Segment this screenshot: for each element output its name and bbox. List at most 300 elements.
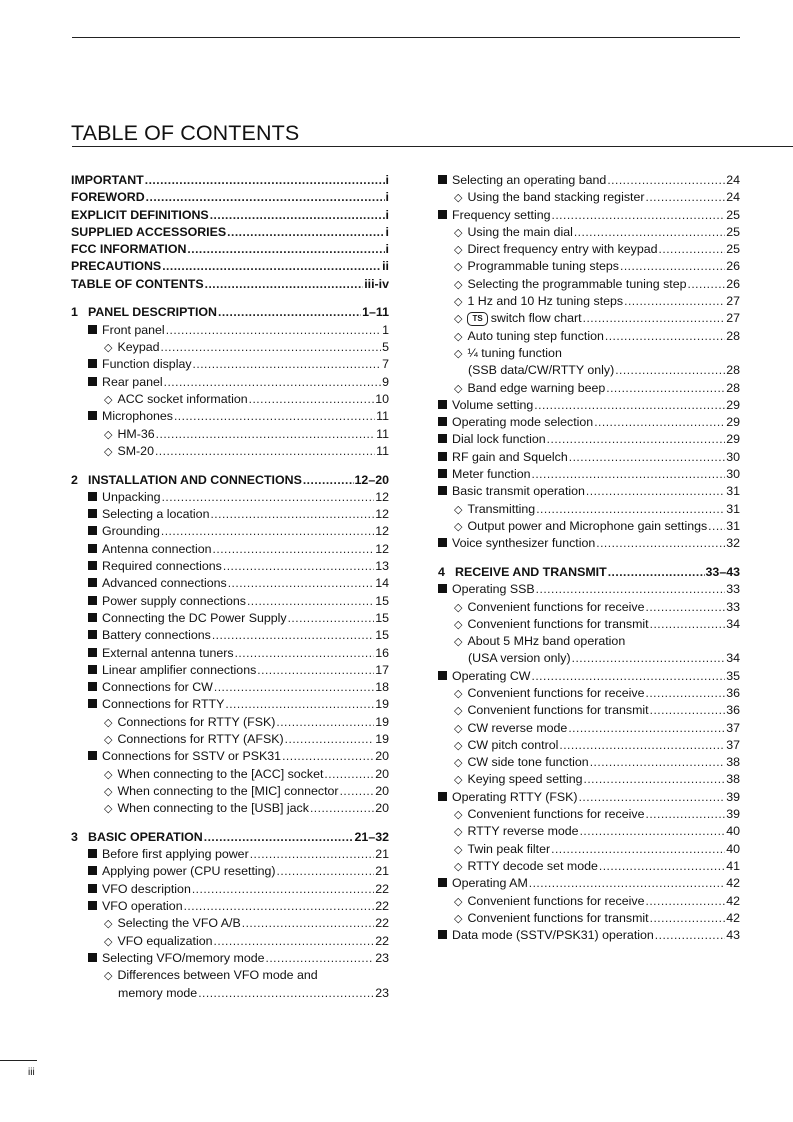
- filled-square-icon: [438, 584, 447, 593]
- toc-entry[interactable]: [438, 858, 740, 875]
- dot-leader: [547, 431, 726, 448]
- open-diamond-icon: ◇: [104, 733, 113, 746]
- toc-entry[interactable]: [438, 581, 740, 598]
- toc-page-number: 34: [726, 616, 740, 631]
- toc-page-number: 20: [375, 766, 389, 781]
- toc-page-number: 38: [726, 772, 740, 787]
- dot-leader: [247, 593, 374, 610]
- toc-page-number: 14: [375, 576, 389, 591]
- toc-page-number: 24: [726, 173, 740, 187]
- dot-leader: [161, 339, 382, 356]
- open-diamond-icon: ◇: [454, 705, 463, 718]
- dot-leader: [584, 771, 726, 788]
- toc-entry-label: (USA version only): [468, 651, 571, 666]
- filled-square-icon: [88, 648, 97, 657]
- dot-leader: [162, 258, 381, 275]
- open-diamond-icon: ◇: [454, 843, 463, 856]
- open-diamond-icon: ◇: [454, 244, 463, 257]
- toc-section-heading[interactable]: [71, 472, 389, 489]
- toc-section-heading[interactable]: [438, 564, 740, 581]
- toc-entry-label: Convenient functions for transmit: [467, 616, 649, 631]
- toc-entry[interactable]: [438, 276, 740, 293]
- toc-page-number: 28: [726, 363, 740, 378]
- toc-entry[interactable]: [71, 967, 389, 984]
- toc-entry[interactable]: [71, 915, 389, 932]
- open-diamond-icon: ◇: [104, 935, 113, 948]
- toc-entry-label: Differences between VFO mode and: [117, 968, 318, 983]
- toc-entry-label: Unpacking: [102, 489, 161, 504]
- toc-page-number: 27: [726, 294, 740, 309]
- dot-leader: [276, 714, 374, 731]
- toc-entry[interactable]: [438, 328, 740, 345]
- toc-entry-label: ACC socket information: [117, 391, 248, 406]
- page-number: iii: [28, 1067, 35, 1078]
- open-diamond-icon: ◇: [454, 688, 463, 700]
- toc-section-heading[interactable]: [71, 829, 389, 846]
- filled-square-icon: [88, 561, 97, 570]
- toc-page-number: iii-iv: [364, 276, 389, 291]
- toc-entry[interactable]: [438, 754, 740, 771]
- toc-entry[interactable]: [71, 863, 389, 880]
- toc-entry[interactable]: [438, 927, 740, 944]
- toc-entry[interactable]: [438, 893, 740, 910]
- toc-entry-label: Operating SSB: [452, 582, 535, 597]
- toc-entry[interactable]: [71, 391, 389, 408]
- toc-entry-label: Basic transmit operation: [452, 484, 585, 499]
- toc-entry[interactable]: [438, 650, 740, 667]
- toc-page-number: 20: [375, 801, 389, 816]
- dot-leader: [164, 374, 381, 391]
- toc-page-number: i: [385, 190, 389, 205]
- filled-square-icon: [438, 671, 447, 680]
- dot-leader: [324, 766, 374, 783]
- toc-entry[interactable]: [71, 679, 389, 696]
- dot-leader: [708, 518, 725, 535]
- toc-page-number: 22: [375, 916, 389, 931]
- dot-leader: [303, 472, 354, 489]
- dot-leader: [145, 172, 385, 189]
- open-diamond-icon: ◇: [104, 393, 113, 406]
- dot-leader: [688, 276, 726, 293]
- open-diamond-icon: ◇: [104, 803, 113, 816]
- toc-entry[interactable]: [438, 241, 740, 258]
- filled-square-icon: [438, 930, 447, 939]
- dot-leader: [580, 823, 726, 840]
- toc-entry[interactable]: [438, 518, 740, 535]
- toc-entry-label: Keying speed setting: [467, 772, 583, 787]
- toc-entry-label: Connecting the DC Power Supply: [102, 610, 287, 625]
- toc-page-number: 1–11: [362, 305, 389, 320]
- toc-entry[interactable]: [438, 431, 740, 448]
- toc-page-number: 17: [375, 662, 389, 677]
- dot-leader: [340, 783, 375, 800]
- toc-entry-label: SUPPLIED ACCESSORIES: [71, 224, 227, 239]
- dot-leader: [607, 172, 725, 189]
- toc-page-number: 24: [726, 190, 740, 205]
- open-diamond-icon: ◇: [454, 520, 463, 533]
- toc-page-number: 42: [726, 893, 740, 908]
- toc-entry[interactable]: [438, 172, 740, 189]
- toc-entry[interactable]: [438, 310, 740, 327]
- toc-page-number: 40: [726, 824, 740, 839]
- toc-entry[interactable]: [71, 276, 389, 293]
- toc-entry[interactable]: [71, 506, 389, 523]
- toc-entry[interactable]: [438, 685, 740, 702]
- title-underline: [72, 146, 793, 147]
- toc-entry-label: Connections for RTTY (FSK): [117, 714, 276, 729]
- toc-entry[interactable]: [71, 558, 389, 575]
- toc-entry[interactable]: [71, 339, 389, 356]
- filled-square-icon: [438, 486, 447, 495]
- filled-square-icon: [438, 469, 447, 478]
- toc-entry-label: (SSB data/CW/RTTY only): [468, 363, 615, 378]
- toc-entry-label: PANEL DESCRIPTION: [88, 305, 217, 320]
- toc-page-number: 29: [726, 415, 740, 430]
- toc-entry[interactable]: [438, 535, 740, 552]
- dot-leader: [655, 927, 725, 944]
- dot-leader: [596, 535, 725, 552]
- toc-page-number: 26: [726, 259, 740, 274]
- toc-entry[interactable]: [438, 501, 740, 518]
- dot-leader: [257, 662, 374, 679]
- filled-square-icon: [438, 792, 447, 801]
- toc-page-number: 33: [726, 599, 740, 614]
- toc-entry-label: External antenna tuners: [102, 645, 234, 660]
- toc-entry-label: Convenient functions for receive: [467, 893, 645, 908]
- dot-leader: [568, 720, 725, 737]
- toc-entry-label: Rear panel: [102, 374, 163, 389]
- dot-leader: [579, 789, 726, 806]
- toc-entry[interactable]: [438, 806, 740, 823]
- toc-page-number: 29: [726, 432, 740, 447]
- toc-entry[interactable]: [438, 258, 740, 275]
- toc-entry[interactable]: [438, 823, 740, 840]
- page-title: TABLE OF CONTENTS: [71, 121, 300, 145]
- toc-entry-label: About 5 MHz band operation: [467, 634, 626, 649]
- toc-entry[interactable]: [71, 846, 389, 863]
- toc-entry[interactable]: [71, 207, 389, 224]
- toc-entry-label: Selecting the programmable tuning step: [467, 276, 687, 291]
- filled-square-icon: [88, 596, 97, 605]
- open-diamond-icon: ◇: [104, 445, 113, 458]
- toc-page-number: 31: [726, 518, 740, 533]
- dot-leader: [166, 322, 381, 339]
- dot-leader: [574, 224, 725, 241]
- toc-entry-label: Band edge warning beep: [467, 380, 606, 395]
- toc-entry[interactable]: [71, 985, 389, 1002]
- toc-entry[interactable]: [71, 898, 389, 915]
- dot-leader: [266, 950, 375, 967]
- toc-entry[interactable]: [438, 397, 740, 414]
- toc-page-number: 11: [376, 443, 389, 458]
- dot-leader: [285, 731, 375, 748]
- dot-leader: [174, 408, 375, 425]
- toc-page-number: 33–43: [705, 564, 740, 579]
- filled-square-icon: [438, 434, 447, 443]
- toc-page-number: 10: [375, 391, 389, 406]
- filled-square-icon: [88, 544, 97, 553]
- toc-entry[interactable]: [438, 189, 740, 206]
- filled-square-icon: [88, 849, 97, 858]
- toc-entry[interactable]: [71, 322, 389, 339]
- dot-leader: [534, 397, 725, 414]
- dot-leader: [210, 506, 374, 523]
- toc-page-number: 31: [726, 501, 740, 516]
- dot-leader: [650, 616, 726, 633]
- dot-leader: [192, 881, 374, 898]
- toc-entry-label: memory mode: [118, 985, 198, 1000]
- filled-square-icon: [88, 411, 97, 420]
- dot-leader: [155, 443, 375, 460]
- toc-page-number: 12: [375, 524, 389, 539]
- toc-page-number: 13: [375, 559, 389, 574]
- dot-leader: [645, 806, 725, 823]
- toc-entry-label: Operating mode selection: [452, 415, 594, 430]
- toc-page-number: ii: [382, 259, 389, 274]
- toc-entry-label: Selecting VFO/memory mode: [102, 950, 265, 965]
- toc-page-number: 25: [726, 207, 740, 222]
- toc-page-number: 19: [375, 714, 389, 729]
- toc-entry-label: VFO operation: [102, 899, 183, 914]
- filled-square-icon: [88, 665, 97, 674]
- dot-leader: [250, 846, 375, 863]
- toc-entry-label: Volume setting: [452, 397, 534, 412]
- filled-square-icon: [88, 613, 97, 622]
- toc-entry[interactable]: [71, 662, 389, 679]
- dot-leader: [228, 575, 375, 592]
- toc-entry-label: Meter function: [452, 467, 531, 482]
- toc-entry[interactable]: [438, 737, 740, 754]
- toc-page-number: 1: [382, 322, 389, 337]
- filled-square-icon: [88, 325, 97, 334]
- toc-entry-label: Convenient functions for receive: [467, 599, 645, 614]
- dot-leader: [536, 581, 726, 598]
- open-diamond-icon: ◇: [454, 296, 463, 309]
- toc-entry[interactable]: [71, 714, 389, 731]
- toc-page-number: 40: [726, 841, 740, 856]
- toc-entry[interactable]: [71, 426, 389, 443]
- toc-entry[interactable]: [438, 414, 740, 431]
- toc-page-number: 21: [375, 847, 389, 862]
- dot-leader: [606, 380, 725, 397]
- toc-entry[interactable]: [71, 489, 389, 506]
- toc-entry[interactable]: [438, 789, 740, 806]
- section-number: 2: [71, 472, 78, 487]
- toc-entry[interactable]: [438, 224, 740, 241]
- toc-entry-label: Frequency setting: [452, 207, 551, 222]
- toc-entry[interactable]: [438, 599, 740, 616]
- toc-entry[interactable]: [438, 293, 740, 310]
- ts-key-icon: TS: [467, 312, 487, 326]
- toc-entry[interactable]: [438, 207, 740, 224]
- toc-entry[interactable]: [71, 731, 389, 748]
- toc-entry-label: Operating RTTY (FSK): [452, 789, 578, 804]
- toc-section-heading[interactable]: [71, 304, 389, 321]
- toc-entry[interactable]: [438, 910, 740, 927]
- toc-entry-label: Voice synthesizer function: [452, 536, 596, 551]
- toc-entry-label: ¼ tuning function: [467, 345, 562, 360]
- toc-entry[interactable]: [71, 627, 389, 644]
- toc-page-number: 18: [375, 680, 389, 695]
- dot-leader: [225, 696, 374, 713]
- toc-entry-label: Linear amplifier connections: [102, 662, 257, 677]
- toc-entry[interactable]: [71, 950, 389, 967]
- toc-entry-label: Function display: [102, 357, 192, 372]
- toc-entry[interactable]: [438, 380, 740, 397]
- toc-entry[interactable]: [438, 771, 740, 788]
- toc-entry[interactable]: [71, 224, 389, 241]
- toc-page-number: 39: [726, 789, 740, 804]
- toc-page-number: 29: [726, 397, 740, 412]
- toc-entry[interactable]: [438, 449, 740, 466]
- toc-entry-label: BASIC OPERATION: [88, 829, 203, 844]
- toc-entry[interactable]: [438, 875, 740, 892]
- toc-right-column: [438, 172, 740, 944]
- toc-entry-label: RTTY reverse mode: [467, 824, 579, 839]
- dot-leader: [277, 863, 375, 880]
- toc-entry[interactable]: [71, 748, 389, 765]
- dot-leader: [213, 541, 375, 558]
- dot-leader: [594, 414, 725, 431]
- toc-entry[interactable]: [438, 702, 740, 719]
- dot-leader: [249, 391, 375, 408]
- toc-page-number: 26: [726, 276, 740, 291]
- open-diamond-icon: ◇: [454, 278, 463, 291]
- filled-square-icon: [88, 578, 97, 587]
- toc-entry-label: Auto tuning step function: [467, 328, 604, 343]
- dot-leader: [599, 858, 725, 875]
- toc-entry-label: When connecting to the [USB] jack: [117, 801, 309, 816]
- toc-entry[interactable]: [438, 841, 740, 858]
- dot-leader: [551, 841, 725, 858]
- open-diamond-icon: ◇: [104, 785, 113, 798]
- dot-leader: [235, 645, 375, 662]
- toc-entry-label: VFO equalization: [117, 933, 213, 948]
- toc-page-number: 19: [375, 731, 389, 746]
- toc-entry[interactable]: [438, 720, 740, 737]
- filled-square-icon: [88, 509, 97, 518]
- dot-leader: [536, 501, 725, 518]
- toc-page-number: 34: [726, 651, 740, 666]
- toc-entry[interactable]: [438, 616, 740, 633]
- toc-entry[interactable]: [71, 933, 389, 950]
- toc-page-number: 32: [726, 536, 740, 551]
- toc-page-number: 28: [726, 328, 740, 343]
- toc-page-number: 25: [726, 224, 740, 239]
- toc-entry[interactable]: [71, 645, 389, 662]
- dot-leader: [146, 189, 385, 206]
- toc-entry-label: Output power and Microphone gain settings: [467, 518, 708, 533]
- toc-entry[interactable]: [71, 783, 389, 800]
- dot-leader: [615, 362, 725, 379]
- dot-leader: [650, 910, 726, 927]
- toc-page-number: 15: [375, 610, 389, 625]
- toc-entry[interactable]: [71, 593, 389, 610]
- toc-entry-label: Selecting the VFO A/B: [117, 916, 241, 931]
- dot-leader: [532, 668, 726, 685]
- toc-page-number: 16: [375, 645, 389, 660]
- toc-page-number: i: [385, 173, 389, 187]
- section-number: 1: [71, 305, 78, 320]
- filled-square-icon: [88, 751, 97, 760]
- dot-leader: [645, 599, 725, 616]
- toc-page-number: 21–32: [354, 829, 389, 844]
- toc-entry-label: IMPORTANT: [71, 173, 144, 187]
- toc-entry-label: SM-20: [117, 443, 154, 458]
- toc-page-number: 37: [726, 720, 740, 735]
- toc-entry[interactable]: [71, 766, 389, 783]
- toc-entry-label: INSTALLATION AND CONNECTIONS: [88, 472, 302, 487]
- toc-entry[interactable]: [71, 696, 389, 713]
- toc-entry[interactable]: [71, 189, 389, 206]
- toc-entry[interactable]: [71, 881, 389, 898]
- open-diamond-icon: ◇: [454, 382, 463, 395]
- toc-entry[interactable]: [71, 241, 389, 258]
- toc-entry[interactable]: [71, 408, 389, 425]
- toc-entry[interactable]: [438, 668, 740, 685]
- toc-entry[interactable]: [438, 483, 740, 500]
- toc-entry-label: Using the main dial: [467, 224, 573, 239]
- dot-leader: [184, 898, 375, 915]
- toc-entry-label: EXPLICIT DEFINITIONS: [71, 207, 209, 222]
- toc-page-number: 22: [375, 899, 389, 914]
- toc-entry[interactable]: [71, 374, 389, 391]
- toc-entry-label: Antenna connection: [102, 541, 212, 556]
- open-diamond-icon: ◇: [104, 342, 113, 355]
- toc-entry[interactable]: [71, 541, 389, 558]
- toc-entry-label: Operating CW: [452, 668, 531, 683]
- filled-square-icon: [88, 953, 97, 962]
- top-rule: [72, 37, 740, 38]
- toc-page-number: 38: [726, 755, 740, 770]
- toc-entry[interactable]: [71, 800, 389, 817]
- toc-entry[interactable]: [71, 575, 389, 592]
- filled-square-icon: [88, 526, 97, 535]
- filled-square-icon: [438, 878, 447, 887]
- open-diamond-icon: ◇: [454, 192, 463, 205]
- toc-entry[interactable]: [438, 362, 740, 379]
- toc-page-number: 36: [726, 703, 740, 718]
- toc-entry[interactable]: [71, 443, 389, 460]
- dot-leader: [198, 985, 374, 1002]
- toc-entry[interactable]: [438, 345, 740, 362]
- filled-square-icon: [88, 866, 97, 875]
- open-diamond-icon: ◇: [454, 860, 463, 873]
- dot-leader: [645, 685, 725, 702]
- toc-page-number: 12: [375, 541, 389, 556]
- toc-page-number: 22: [375, 933, 389, 948]
- toc-entry[interactable]: [438, 633, 740, 650]
- toc-entry[interactable]: [71, 610, 389, 627]
- toc-entry[interactable]: [71, 356, 389, 373]
- toc-page-number: 41: [726, 858, 740, 873]
- dot-leader: [650, 702, 726, 719]
- toc-page-number: 37: [726, 737, 740, 752]
- toc-entry-label: Convenient functions for receive: [467, 807, 645, 822]
- toc-entry[interactable]: [438, 466, 740, 483]
- open-diamond-icon: ◇: [454, 774, 463, 787]
- toc-entry-label: Required connections: [102, 559, 222, 574]
- dot-leader: [532, 466, 726, 483]
- dot-leader: [529, 875, 725, 892]
- toc-page-number: 19: [375, 697, 389, 712]
- toc-entry[interactable]: [71, 523, 389, 540]
- dot-leader: [156, 426, 375, 443]
- toc-entry[interactable]: [71, 258, 389, 275]
- toc-entry[interactable]: [71, 172, 389, 189]
- filled-square-icon: [88, 884, 97, 893]
- toc-entry-label: CW side tone function: [467, 755, 589, 770]
